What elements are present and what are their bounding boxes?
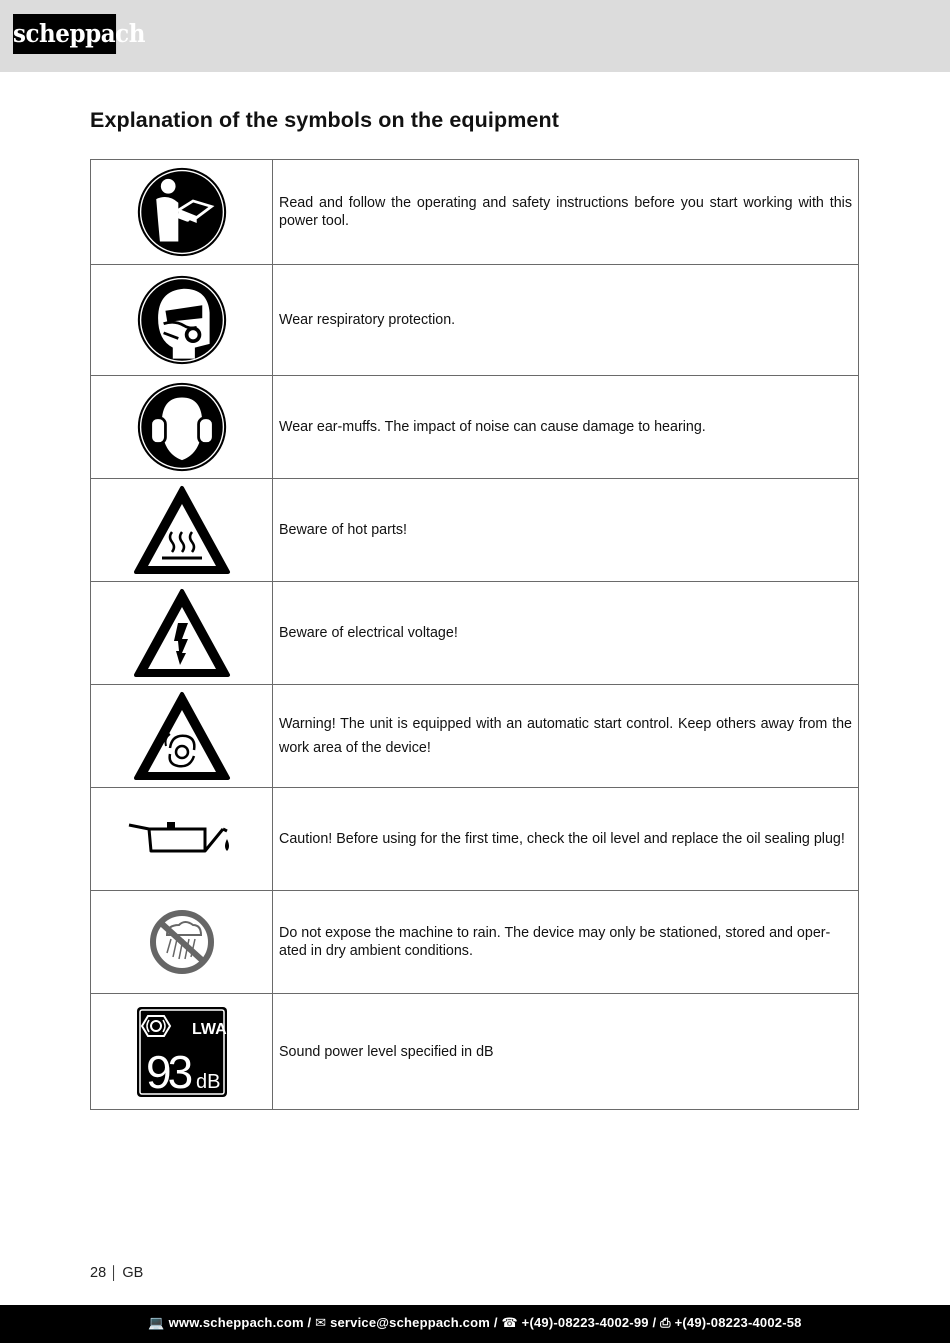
read-manual-icon	[136, 166, 228, 258]
footer-fax[interactable]: +(49)-08223-4002-58	[674, 1315, 802, 1330]
sound-power-level-icon	[136, 1006, 228, 1098]
db-value: 93	[145, 1045, 189, 1098]
symbol-description: Wear respiratory protection.	[273, 265, 859, 376]
footer-separator: /	[307, 1315, 316, 1330]
icon-cell	[91, 994, 273, 1110]
electrical-voltage-warning-icon	[132, 587, 232, 679]
hot-surface-warning-icon	[132, 484, 232, 576]
symbol-description: Warning! The unit is equipped with an automatic start control. Keep others away from the work area of the device!	[273, 685, 859, 788]
phone-icon: ☎	[501, 1315, 518, 1330]
footer-email[interactable]: service@scheppach.com	[330, 1315, 491, 1330]
scheppach-logo: scheppach	[13, 14, 116, 54]
computer-icon: 💻	[148, 1315, 165, 1330]
icon-cell	[91, 891, 273, 994]
icon-cell	[91, 582, 273, 685]
ear-muffs-icon	[136, 381, 228, 473]
automatic-start-warning-icon	[132, 690, 232, 782]
respirator-icon	[136, 274, 228, 366]
page-number	[90, 1265, 143, 1281]
page-language: GB	[122, 1265, 144, 1281]
symbol-description: Do not expose the machine to rain. The device may only be stationed, stored and oper-ated in dry ambient conditions.	[273, 891, 859, 994]
page-number-value: 28	[90, 1265, 107, 1281]
no-rain-icon	[149, 909, 215, 975]
footer-bar	[0, 1305, 950, 1343]
symbol-description: Read and follow the operating and safety instructions before you start working with this power tool.	[273, 160, 859, 265]
icon-cell	[91, 376, 273, 479]
page-number-separator: │	[110, 1265, 119, 1280]
icon-cell	[91, 788, 273, 891]
symbol-description: Beware of hot parts!	[273, 479, 859, 582]
footer-phone[interactable]: +(49)-08223-4002-99	[521, 1315, 649, 1330]
symbol-description: Beware of electrical voltage!	[273, 582, 859, 685]
lwa-label: LWA	[191, 1020, 227, 1038]
symbol-description: Wear ear-muffs. The impact of noise can cause damage to hearing.	[273, 376, 859, 479]
page-title: Explanation of the symbols on the equipment	[90, 108, 559, 132]
icon-cell	[91, 265, 273, 376]
table-row	[91, 891, 859, 994]
table-row	[91, 265, 859, 376]
header-bar	[0, 0, 950, 72]
icon-cell	[91, 479, 273, 582]
symbol-description: Sound power level specified in dB	[273, 994, 859, 1110]
fax-icon: ⎙	[660, 1315, 671, 1330]
footer-separator: /	[493, 1315, 502, 1330]
db-unit: dB	[195, 1070, 220, 1093]
table-row	[91, 994, 859, 1110]
table-row	[91, 788, 859, 891]
table-row	[91, 582, 859, 685]
symbol-description: Caution! Before using for the first time, check the oil level and replace the oil sealing plug!	[273, 788, 859, 891]
footer-website[interactable]: www.scheppach.com	[168, 1315, 304, 1330]
symbol-table	[90, 159, 859, 1110]
email-icon: ✉	[315, 1315, 327, 1330]
table-row	[91, 479, 859, 582]
icon-cell	[91, 160, 273, 265]
footer-separator: /	[652, 1315, 661, 1330]
table-row	[91, 685, 859, 788]
oil-can-icon	[127, 817, 237, 861]
icon-cell	[91, 685, 273, 788]
table-row	[91, 160, 859, 265]
table-row	[91, 376, 859, 479]
